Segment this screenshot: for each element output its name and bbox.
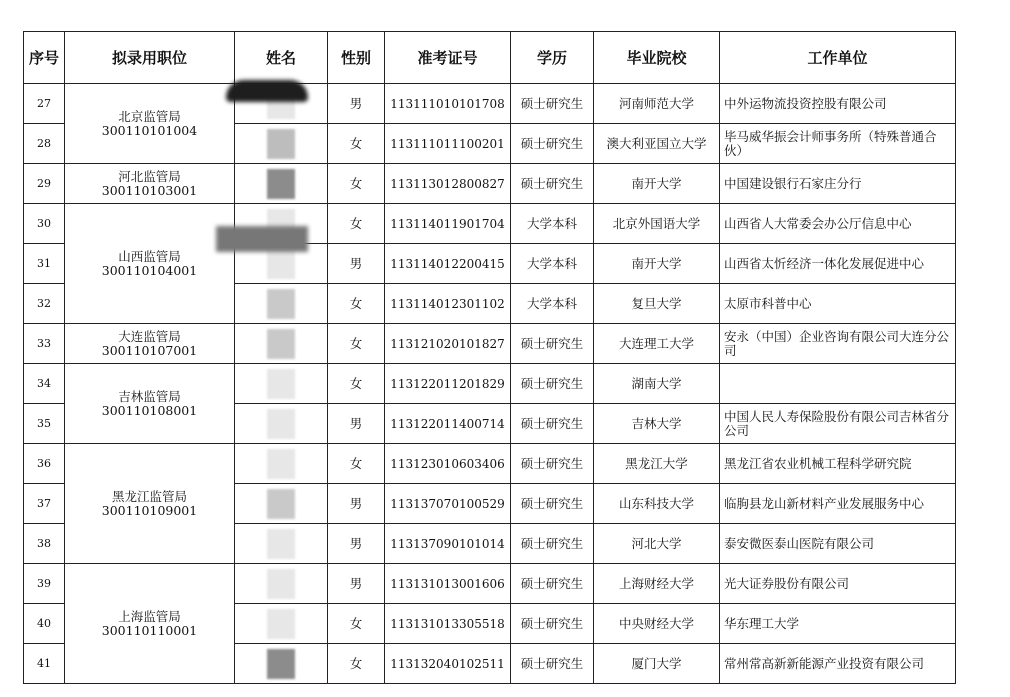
redaction-blur [267, 569, 295, 599]
employer-cell: 中国人民人寿保险股份有限公司吉林省分公司 [720, 404, 956, 444]
position-office: 大连监管局 [118, 328, 181, 344]
school-cell: 南开大学 [594, 244, 720, 284]
name-cell-redacted [235, 644, 328, 684]
exam-no-cell: 113113012800827 [385, 164, 511, 204]
name-cell-redacted [235, 284, 328, 324]
school-cell: 厦门大学 [594, 644, 720, 684]
table-row [24, 444, 956, 484]
table-row [24, 564, 956, 604]
seq-cell: 28 [24, 124, 65, 164]
education-cell: 硕士研究生 [511, 444, 594, 484]
exam-no-cell: 113131013305518 [385, 604, 511, 644]
table-row [24, 164, 956, 204]
redaction-blur [267, 489, 295, 519]
position-code: 300110107001 [101, 342, 198, 358]
position-code: 300110101004 [101, 122, 198, 138]
education-cell: 硕士研究生 [511, 364, 594, 404]
employer-cell: 华东理工大学 [720, 604, 956, 644]
redaction-blur [267, 529, 295, 559]
table-row [24, 84, 956, 124]
col-header-education: 学历 [511, 32, 594, 84]
gender-cell: 男 [328, 484, 385, 524]
school-cell: 湖南大学 [594, 364, 720, 404]
col-header-exam-no: 准考证号 [385, 32, 511, 84]
table-row [24, 364, 956, 404]
employer-cell: 黑龙江省农业机械工程科学研究院 [720, 444, 956, 484]
exam-no-cell: 113111011100201 [385, 124, 511, 164]
gender-cell: 男 [328, 524, 385, 564]
employer-cell: 泰安微医泰山医院有限公司 [720, 524, 956, 564]
seq-cell: 33 [24, 324, 65, 364]
hiring-table [23, 31, 956, 684]
seq-cell: 27 [24, 84, 65, 124]
school-cell: 北京外国语大学 [594, 204, 720, 244]
position-cell [65, 364, 235, 444]
name-cell-redacted [235, 604, 328, 644]
education-cell: 硕士研究生 [511, 164, 594, 204]
employer-cell: 临朐县龙山新材料产业发展服务中心 [720, 484, 956, 524]
gender-cell: 女 [328, 364, 385, 404]
col-header-employer: 工作单位 [720, 32, 956, 84]
position-code: 300110103001 [101, 182, 198, 198]
position-code: 300110104001 [101, 262, 198, 278]
position-cell [65, 204, 235, 324]
education-cell: 硕士研究生 [511, 84, 594, 124]
table-row [24, 204, 956, 244]
school-cell: 上海财经大学 [594, 564, 720, 604]
redaction-blur [267, 289, 295, 319]
redaction-blur [267, 449, 295, 479]
redaction-blur [267, 129, 295, 159]
redaction-blur [267, 329, 295, 359]
redaction-blur [267, 409, 295, 439]
employer-cell: 常州常高新新能源产业投资有限公司 [720, 644, 956, 684]
school-cell: 复旦大学 [594, 284, 720, 324]
employer-cell: 安永（中国）企业咨询有限公司大连分公司 [720, 324, 956, 364]
employer-cell [720, 364, 956, 404]
seq-cell: 37 [24, 484, 65, 524]
position-cell [65, 324, 235, 364]
exam-no-cell: 113123010603406 [385, 444, 511, 484]
gender-cell: 女 [328, 204, 385, 244]
education-cell: 硕士研究生 [511, 604, 594, 644]
gender-cell: 男 [328, 84, 385, 124]
name-cell-redacted [235, 324, 328, 364]
seq-cell: 41 [24, 644, 65, 684]
position-cell [65, 84, 235, 164]
col-header-position: 拟录用职位 [65, 32, 235, 84]
employer-cell: 中外运物流投资控股有限公司 [720, 84, 956, 124]
seq-cell: 31 [24, 244, 65, 284]
school-cell: 黑龙江大学 [594, 444, 720, 484]
position-office: 吉林监管局 [118, 388, 181, 404]
redaction-smudge [226, 80, 308, 102]
position-office: 上海监管局 [118, 608, 181, 624]
seq-cell: 40 [24, 604, 65, 644]
position-office: 黑龙江监管局 [111, 488, 187, 504]
redaction-blur [267, 609, 295, 639]
name-cell-redacted [235, 404, 328, 444]
education-cell: 硕士研究生 [511, 404, 594, 444]
education-cell: 硕士研究生 [511, 524, 594, 564]
col-header-seq: 序号 [24, 32, 65, 84]
seq-cell: 30 [24, 204, 65, 244]
name-cell-redacted [235, 564, 328, 604]
exam-no-cell: 113137090101014 [385, 524, 511, 564]
col-header-name: 姓名 [235, 32, 328, 84]
employer-cell: 光大证券股份有限公司 [720, 564, 956, 604]
gender-cell: 女 [328, 284, 385, 324]
redaction-blur [267, 649, 295, 679]
gender-cell: 男 [328, 244, 385, 284]
exam-no-cell: 113122011400714 [385, 404, 511, 444]
gender-cell: 女 [328, 644, 385, 684]
exam-no-cell: 113111010101708 [385, 84, 511, 124]
education-cell: 硕士研究生 [511, 124, 594, 164]
table-row [24, 324, 956, 364]
name-cell-redacted [235, 124, 328, 164]
exam-no-cell: 113114011901704 [385, 204, 511, 244]
redaction-smudge [216, 226, 308, 252]
seq-cell: 32 [24, 284, 65, 324]
seq-cell: 38 [24, 524, 65, 564]
exam-no-cell: 113132040102511 [385, 644, 511, 684]
education-cell: 硕士研究生 [511, 564, 594, 604]
exam-no-cell: 113114012301102 [385, 284, 511, 324]
school-cell: 大连理工大学 [594, 324, 720, 364]
gender-cell: 女 [328, 604, 385, 644]
school-cell: 南开大学 [594, 164, 720, 204]
seq-cell: 39 [24, 564, 65, 604]
position-code: 300110110001 [101, 622, 198, 638]
school-cell: 山东科技大学 [594, 484, 720, 524]
seq-cell: 34 [24, 364, 65, 404]
redaction-blur [267, 369, 295, 399]
school-cell: 河北大学 [594, 524, 720, 564]
position-office: 北京监管局 [118, 108, 181, 124]
exam-no-cell: 113114012200415 [385, 244, 511, 284]
school-cell: 澳大利亚国立大学 [594, 124, 720, 164]
education-cell: 硕士研究生 [511, 324, 594, 364]
employer-cell: 山西省人大常委会办公厅信息中心 [720, 204, 956, 244]
position-code: 300110109001 [101, 502, 198, 518]
redaction-blur [267, 169, 295, 199]
school-cell: 吉林大学 [594, 404, 720, 444]
exam-no-cell: 113122011201829 [385, 364, 511, 404]
education-cell: 大学本科 [511, 244, 594, 284]
exam-no-cell: 113131013001606 [385, 564, 511, 604]
gender-cell: 女 [328, 124, 385, 164]
name-cell-redacted [235, 364, 328, 404]
name-cell-redacted [235, 484, 328, 524]
gender-cell: 女 [328, 444, 385, 484]
name-cell-redacted [235, 444, 328, 484]
education-cell: 硕士研究生 [511, 644, 594, 684]
education-cell: 大学本科 [511, 204, 594, 244]
education-cell: 大学本科 [511, 284, 594, 324]
position-office: 河北监管局 [118, 168, 181, 184]
employer-cell: 山西省太忻经济一体化发展促进中心 [720, 244, 956, 284]
employer-cell: 中国建设银行石家庄分行 [720, 164, 956, 204]
gender-cell: 男 [328, 564, 385, 604]
seq-cell: 36 [24, 444, 65, 484]
seq-cell: 29 [24, 164, 65, 204]
seq-cell: 35 [24, 404, 65, 444]
employer-cell: 毕马威华振会计师事务所（特殊普通合伙） [720, 124, 956, 164]
col-header-gender: 性别 [328, 32, 385, 84]
name-cell-redacted [235, 164, 328, 204]
position-cell [65, 444, 235, 564]
gender-cell: 女 [328, 324, 385, 364]
gender-cell: 女 [328, 164, 385, 204]
redaction-blur [267, 249, 295, 279]
exam-no-cell: 113137070100529 [385, 484, 511, 524]
position-office: 山西监管局 [118, 248, 181, 264]
exam-no-cell: 113121020101827 [385, 324, 511, 364]
employer-cell: 太原市科普中心 [720, 284, 956, 324]
position-cell [65, 564, 235, 684]
position-cell [65, 164, 235, 204]
position-code: 300110108001 [101, 402, 198, 418]
col-header-school: 毕业院校 [594, 32, 720, 84]
education-cell: 硕士研究生 [511, 484, 594, 524]
school-cell: 河南师范大学 [594, 84, 720, 124]
header-row [24, 32, 956, 84]
school-cell: 中央财经大学 [594, 604, 720, 644]
name-cell-redacted [235, 524, 328, 564]
gender-cell: 男 [328, 404, 385, 444]
